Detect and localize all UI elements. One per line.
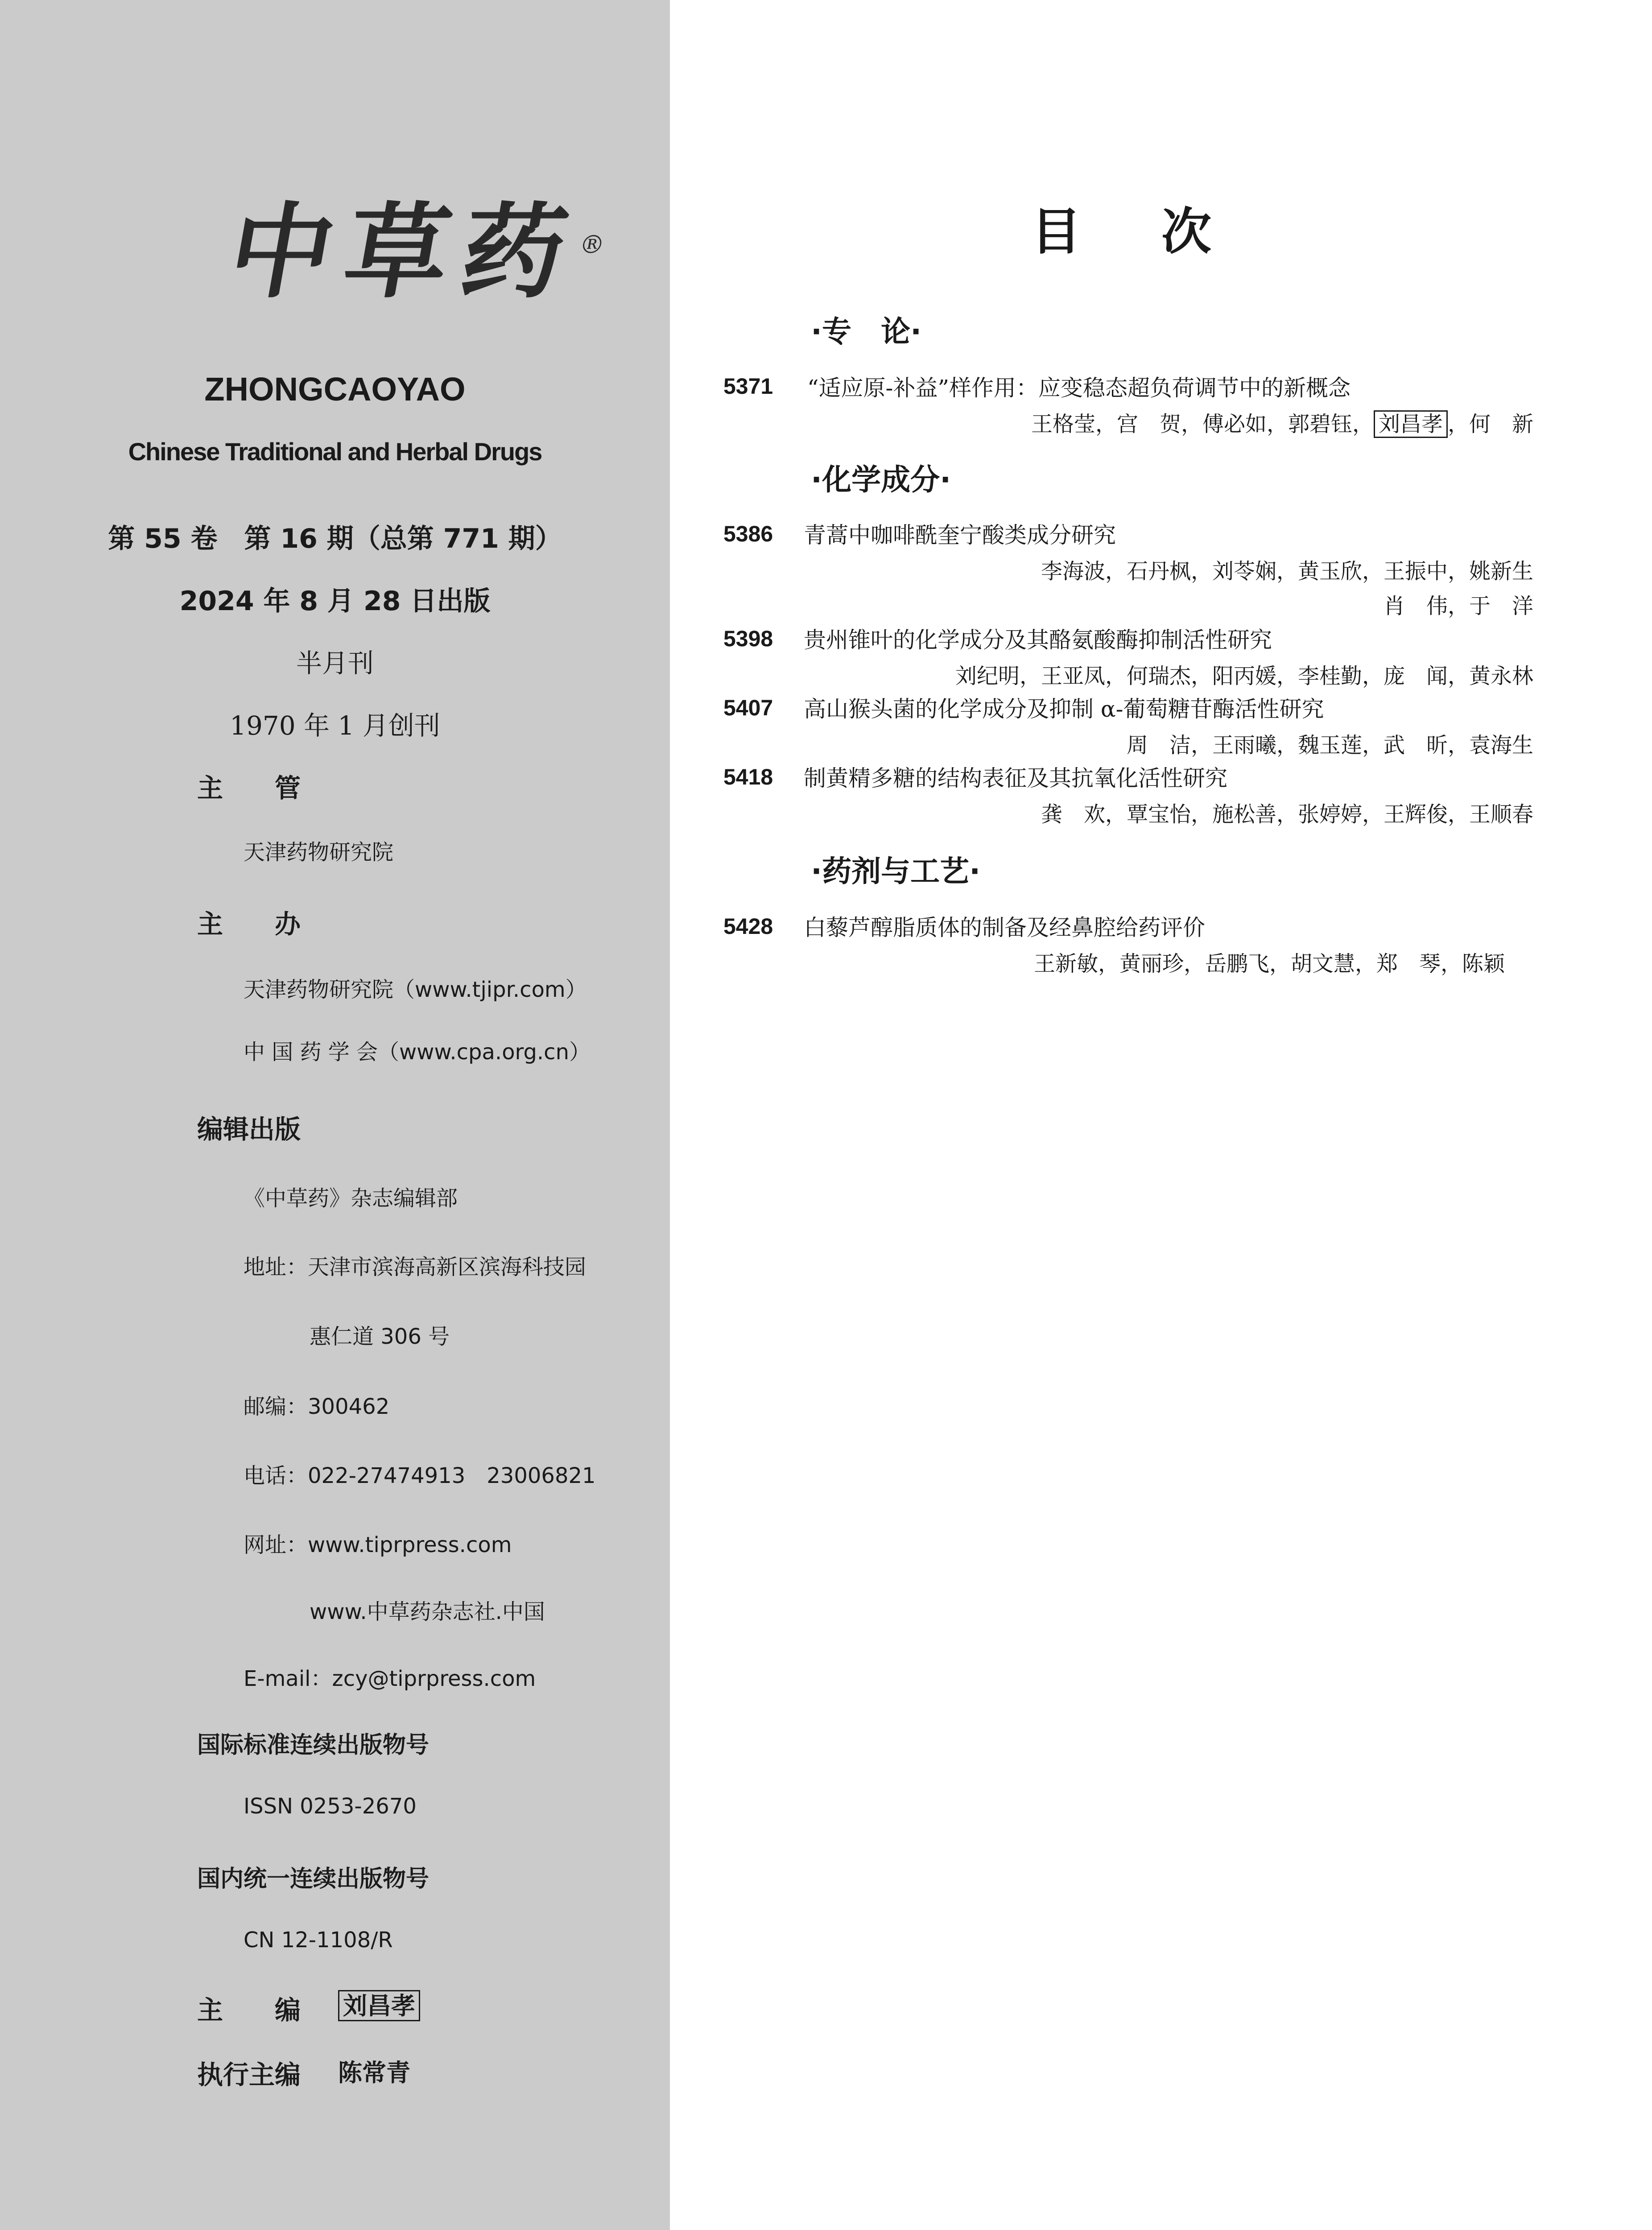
article-page: 5386 <box>723 521 773 546</box>
supervisor-label: 主 管 <box>197 773 301 803</box>
editorial-office: 《中草药》杂志编辑部 <box>244 1186 458 1211</box>
address-line1: 地址：天津市滨海高新区滨海科技园 <box>244 1255 586 1280</box>
article-authors: 龚 欢，覃宝怡，施松善，张婷婷，王辉俊，王顺春 <box>1041 802 1533 827</box>
article-authors: 刘纪明，王亚凤，何瑞杰，阳丙媛，李桂勤，庞 闻，黄永林 <box>955 664 1533 689</box>
article-title[interactable]: 青蒿中咖啡酰奎宁酸类成分研究 <box>804 522 1116 548</box>
article-page: 5418 <box>723 764 773 789</box>
article-authors: 周 洁，王雨曦，魏玉莲，武 昕，袁海生 <box>1126 733 1533 758</box>
article-page: 5371 <box>723 374 773 399</box>
pinyin-title: ZHONGCAOYAO <box>204 371 466 408</box>
issn: ISSN 0253-2670 <box>244 1794 417 1819</box>
cn-number: CN 12-1108/R <box>244 1928 393 1953</box>
section-heading-chemistry: ·化学成分· <box>811 463 951 497</box>
exec-editor: 陈常青 <box>338 2058 410 2087</box>
sponsor-1: 天津药物研究院（www.tjipr.com） <box>244 977 587 1002</box>
website-1: 网址：www.tiprpress.com <box>244 1532 512 1557</box>
article-title[interactable]: “适应原-补益”样作用：应变稳态超负荷调节中的新概念 <box>807 375 1351 401</box>
cn-label: 国内统一连续出版物号 <box>197 1866 430 1892</box>
registered-mark: ® <box>577 230 621 260</box>
email: E-mail：zcy@tiprpress.com <box>244 1666 536 1691</box>
publish-date: 2024 年 8 月 28 日出版 <box>179 586 491 617</box>
postcode: 邮编：300462 <box>244 1394 390 1419</box>
sponsor-2: 中 国 药 学 会（www.cpa.org.cn） <box>244 1040 591 1065</box>
issn-label: 国际标准连续出版物号 <box>197 1732 430 1759</box>
chief-editor-name: 刘昌孝 <box>338 1990 420 2021</box>
exec-editor-label: 执行主编 <box>197 2060 301 2090</box>
article-page: 5398 <box>723 626 773 651</box>
article-authors: 李海波，石丹枫，刘苓娴，黄玉欣，王振中，姚新生 <box>1041 559 1533 584</box>
section-heading-pharmaceutics: ·药剂与工艺· <box>811 854 981 888</box>
article-authors: 王格莹，宫 贺，傅必如，郭碧钰， 刘昌孝 ，何 新 <box>1031 407 1533 438</box>
article-title[interactable]: 制黄精多糖的结构表征及其抗氧化活性研究 <box>804 765 1227 791</box>
supervisor: 天津药物研究院 <box>244 840 394 865</box>
section-heading-review: ·专 论· <box>811 314 922 349</box>
article-title[interactable]: 白藜芦醇脂质体的制备及经鼻腔给药评价 <box>804 915 1205 941</box>
article-authors: 王新敏，黄丽珍，岳鹏飞，胡文慧，郑 琴，陈颖 <box>1033 951 1505 976</box>
article-title[interactable]: 贵州锥叶的化学成分及其酪氨酸酶抑制活性研究 <box>804 627 1272 653</box>
highlighted-author: 刘昌孝 <box>1374 410 1448 438</box>
phone: 电话：022-27474913 23006821 <box>244 1463 596 1488</box>
article-title[interactable]: 高山猴头菌的化学成分及抑制 α-葡萄糖苷酶活性研究 <box>804 696 1324 722</box>
article-page: 5407 <box>723 695 773 720</box>
sidebar <box>0 0 670 2230</box>
frequency: 半月刊 <box>296 648 374 678</box>
founded-date: 1970 年 1 月创刊 <box>230 710 440 741</box>
website-2: www.中草药杂志社.中国 <box>310 1599 545 1624</box>
chief-editor-label: 主 编 <box>197 1995 301 2025</box>
editing-label: 编辑出版 <box>197 1114 301 1144</box>
journal-logo: 中草药® <box>219 192 621 312</box>
english-title: Chinese Traditional and Herbal Drugs <box>128 438 542 466</box>
address-line2: 惠仁道 306 号 <box>310 1324 450 1349</box>
toc-title: 目次 <box>1031 203 1292 261</box>
chief-editor <box>338 1987 420 2021</box>
article-page: 5428 <box>723 914 773 939</box>
sponsor-label: 主 办 <box>197 909 301 939</box>
volume-issue: 第 55 卷 第 16 期（总第 771 期） <box>108 523 562 554</box>
article-authors-cont: 肖 伟，于 洋 <box>1383 594 1533 619</box>
